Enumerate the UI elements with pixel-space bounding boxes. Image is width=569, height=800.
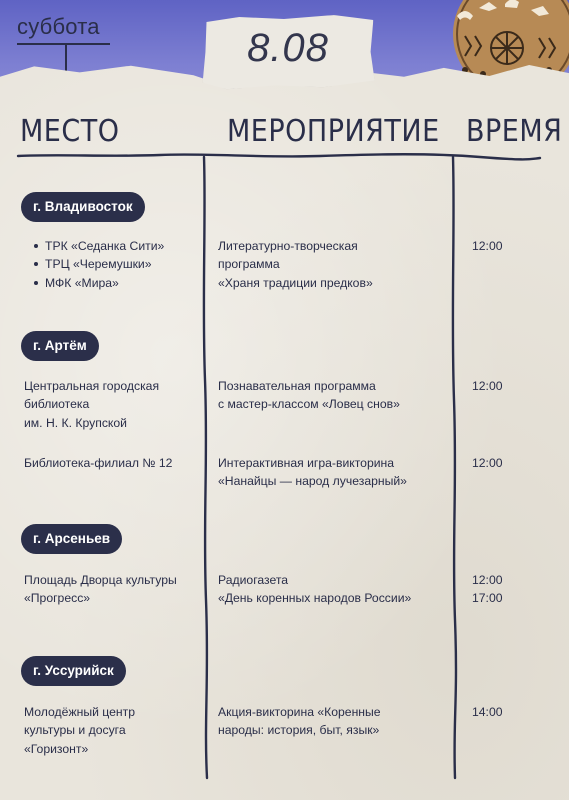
time-value: 14:00 xyxy=(472,705,503,719)
city-badge-vladivostok: г. Владивосток xyxy=(21,192,145,222)
time-cell xyxy=(472,377,532,395)
place-line: «Прогресс» xyxy=(24,591,91,606)
time-cell xyxy=(472,237,532,255)
city-badge-artem: г. Артём xyxy=(21,331,99,361)
date: 8.08 xyxy=(247,26,329,70)
day-underline xyxy=(17,43,110,45)
event-line: Радиогазета xyxy=(218,573,289,587)
place-line: Молодёжный центр xyxy=(24,705,135,719)
time-value: 17:00 xyxy=(472,591,503,606)
list-item: МФК «Мира» xyxy=(28,274,208,292)
place-line: им. Н. К. Крупской xyxy=(24,415,127,430)
event-line: «Нанайцы — народ лучезарный» xyxy=(218,474,407,489)
city-badge-ussuriysk: г. Уссурийск xyxy=(21,656,126,686)
place-cell xyxy=(24,377,204,432)
event-cell xyxy=(218,703,450,740)
place-cell xyxy=(24,454,204,472)
place-line: библиотека xyxy=(24,397,90,412)
column-header-event: МЕРОПРИЯТИЕ xyxy=(227,114,440,149)
day-connector xyxy=(65,44,67,74)
event-cell xyxy=(218,454,450,491)
time-cell xyxy=(472,454,532,472)
column-header-time: ВРЕМЯ xyxy=(466,114,563,149)
city-badge-arsenyev: г. Арсеньев xyxy=(21,524,122,554)
day-of-week: суббота xyxy=(17,14,100,39)
place-line: Площадь Дворца культуры xyxy=(24,573,177,587)
place-cell xyxy=(24,571,204,608)
event-cell xyxy=(218,571,450,608)
time-value: 12:00 xyxy=(472,379,503,393)
event-line: Интерактивная игра-викторина xyxy=(218,456,395,470)
event-line: Литературно-творческая xyxy=(218,239,358,253)
event-cell xyxy=(218,237,450,292)
event-line: Акция-викторина «Коренные xyxy=(218,705,381,719)
event-line: с мастер-классом «Ловец снов» xyxy=(218,397,400,412)
place-cell xyxy=(24,703,204,758)
list-item: ТРЦ «Черемушки» xyxy=(28,255,208,273)
event-cell xyxy=(218,377,450,414)
place-line: Библиотека-филиал № 12 xyxy=(24,456,173,470)
time-value: 12:00 xyxy=(472,573,503,587)
event-line: «Храня традиции предков» xyxy=(218,275,373,290)
event-line: Познавательная программа xyxy=(218,379,376,393)
time-cell xyxy=(472,571,532,608)
place-line: Центральная городская xyxy=(24,379,160,393)
place-line: «Горизонт» xyxy=(24,741,89,756)
event-line: «День коренных народов России» xyxy=(218,591,412,606)
place-list xyxy=(28,237,208,292)
time-value: 12:00 xyxy=(472,456,503,470)
place-line: культуры и досуга xyxy=(24,723,126,738)
time-value: 12:00 xyxy=(472,239,503,253)
column-header-place: МЕСТО xyxy=(20,114,120,149)
event-line: народы: история, быт, язык» xyxy=(218,723,380,738)
list-item: ТРК «Седанка Сити» xyxy=(28,237,208,255)
event-line: программа xyxy=(218,257,280,272)
time-cell xyxy=(472,703,532,721)
